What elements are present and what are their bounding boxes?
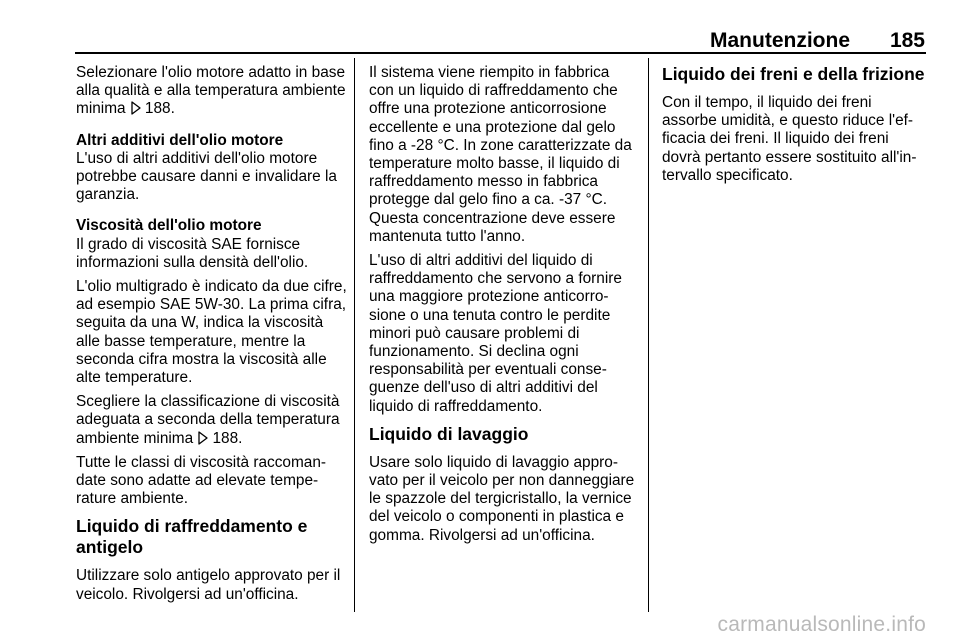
section-title: Manutenzione	[710, 29, 850, 52]
page-number: 185	[889, 29, 925, 52]
additives-heading: Altri additivi dell'olio motore	[76, 131, 284, 149]
coolant-additives-paragraph: L'uso di altri additivi del liquido di raffreddamento che servono a fornire una maggiore protezione anticorrosione o una tenuta contro le perdite minori può causare problemi di funzionamento. Si declina ogni responsabilità per eventuali conseguenze dell'uso di altri additivi del liquido di raffreddamento.	[369, 252, 622, 415]
reference-arrow-icon	[197, 431, 209, 445]
washer-fluid-heading: Liquido di lavaggio	[369, 423, 529, 444]
additives-paragraph: L'uso di altri additivi dell'olio motore potrebbe causare danni e invalidare la garanzia.	[76, 149, 337, 204]
watermark: carmanualsonline.info	[717, 613, 926, 636]
column-1	[76, 64, 348, 610]
brake-fluid-heading: Liquido dei freni e della frizione	[662, 64, 925, 84]
coolant-heading: Liquido di raffreddamento e antigelo	[76, 516, 308, 558]
antifreeze-paragraph: Utilizzare solo antigelo approvato per il veicolo. Rivolgersi ad un'officina.	[76, 567, 341, 603]
column-3	[662, 64, 928, 191]
column-divider-1	[354, 58, 355, 612]
column-divider-2	[648, 58, 649, 612]
washer-fluid-paragraph: Usare solo liquido di lavaggio approvato per il veicolo per non danneggiare le spazzole del tergicristallo, la vernice del veicolo o componenti in plastica e gomma. Rivolgersi ad un'officina.	[369, 453, 635, 544]
page-reference-link[interactable]: 188.	[144, 100, 175, 118]
oil-selection-paragraph: Selezionare l'olio motore adatto in base alla qualità e alla temperatura ambiente minima 188.	[76, 64, 346, 118]
reference-arrow-icon	[130, 101, 142, 115]
page-reference-link[interactable]: 188.	[212, 429, 243, 447]
sae-paragraph: Il grado di viscosità SAE fornisce informazioni sulla densità dell'olio.	[76, 235, 309, 271]
viscosity-classes-paragraph: Tutte le classi di viscosità raccomandate sono adatte ad elevate temperature ambiente.	[76, 453, 327, 508]
column-2	[369, 64, 635, 551]
brake-fluid-paragraph: Con il tempo, il liquido dei freni assorbe umidità, e questo riduce l'efficacia dei freni. Il liquido dei freni dovrà pertanto essere sostituito all'intervallo specificato.	[662, 94, 917, 184]
header-rule	[75, 52, 926, 54]
factory-fill-paragraph: Il sistema viene riempito in fabbrica con un liquido di raffreddamento che offre una protezione anticorrosione eccellente e una protezione dal gelo fino a -28 °C. In zone caratterizzate da temperature molto basse, il liquido di raffreddamento messo in fabbrica protegge dal gelo fino a ca. -37 °C. Questa concentrazione deve essere mantenuta tutto l'anno.	[369, 64, 632, 245]
multigrade-paragraph: L'olio multigrado è indicato da due cifre, ad esempio SAE 5W-30. La prima cifra, seguita da una W, indica la viscosità alle basse temperature, mentre la seconda cifra mostra la viscosità alle alte temperature.	[76, 278, 347, 387]
viscosity-choice-paragraph: Scegliere la classificazione di viscosità adeguata a seconda della temperatura ambiente minima 188.	[76, 393, 340, 447]
viscosity-heading: Viscosità dell'olio motore	[76, 217, 262, 235]
